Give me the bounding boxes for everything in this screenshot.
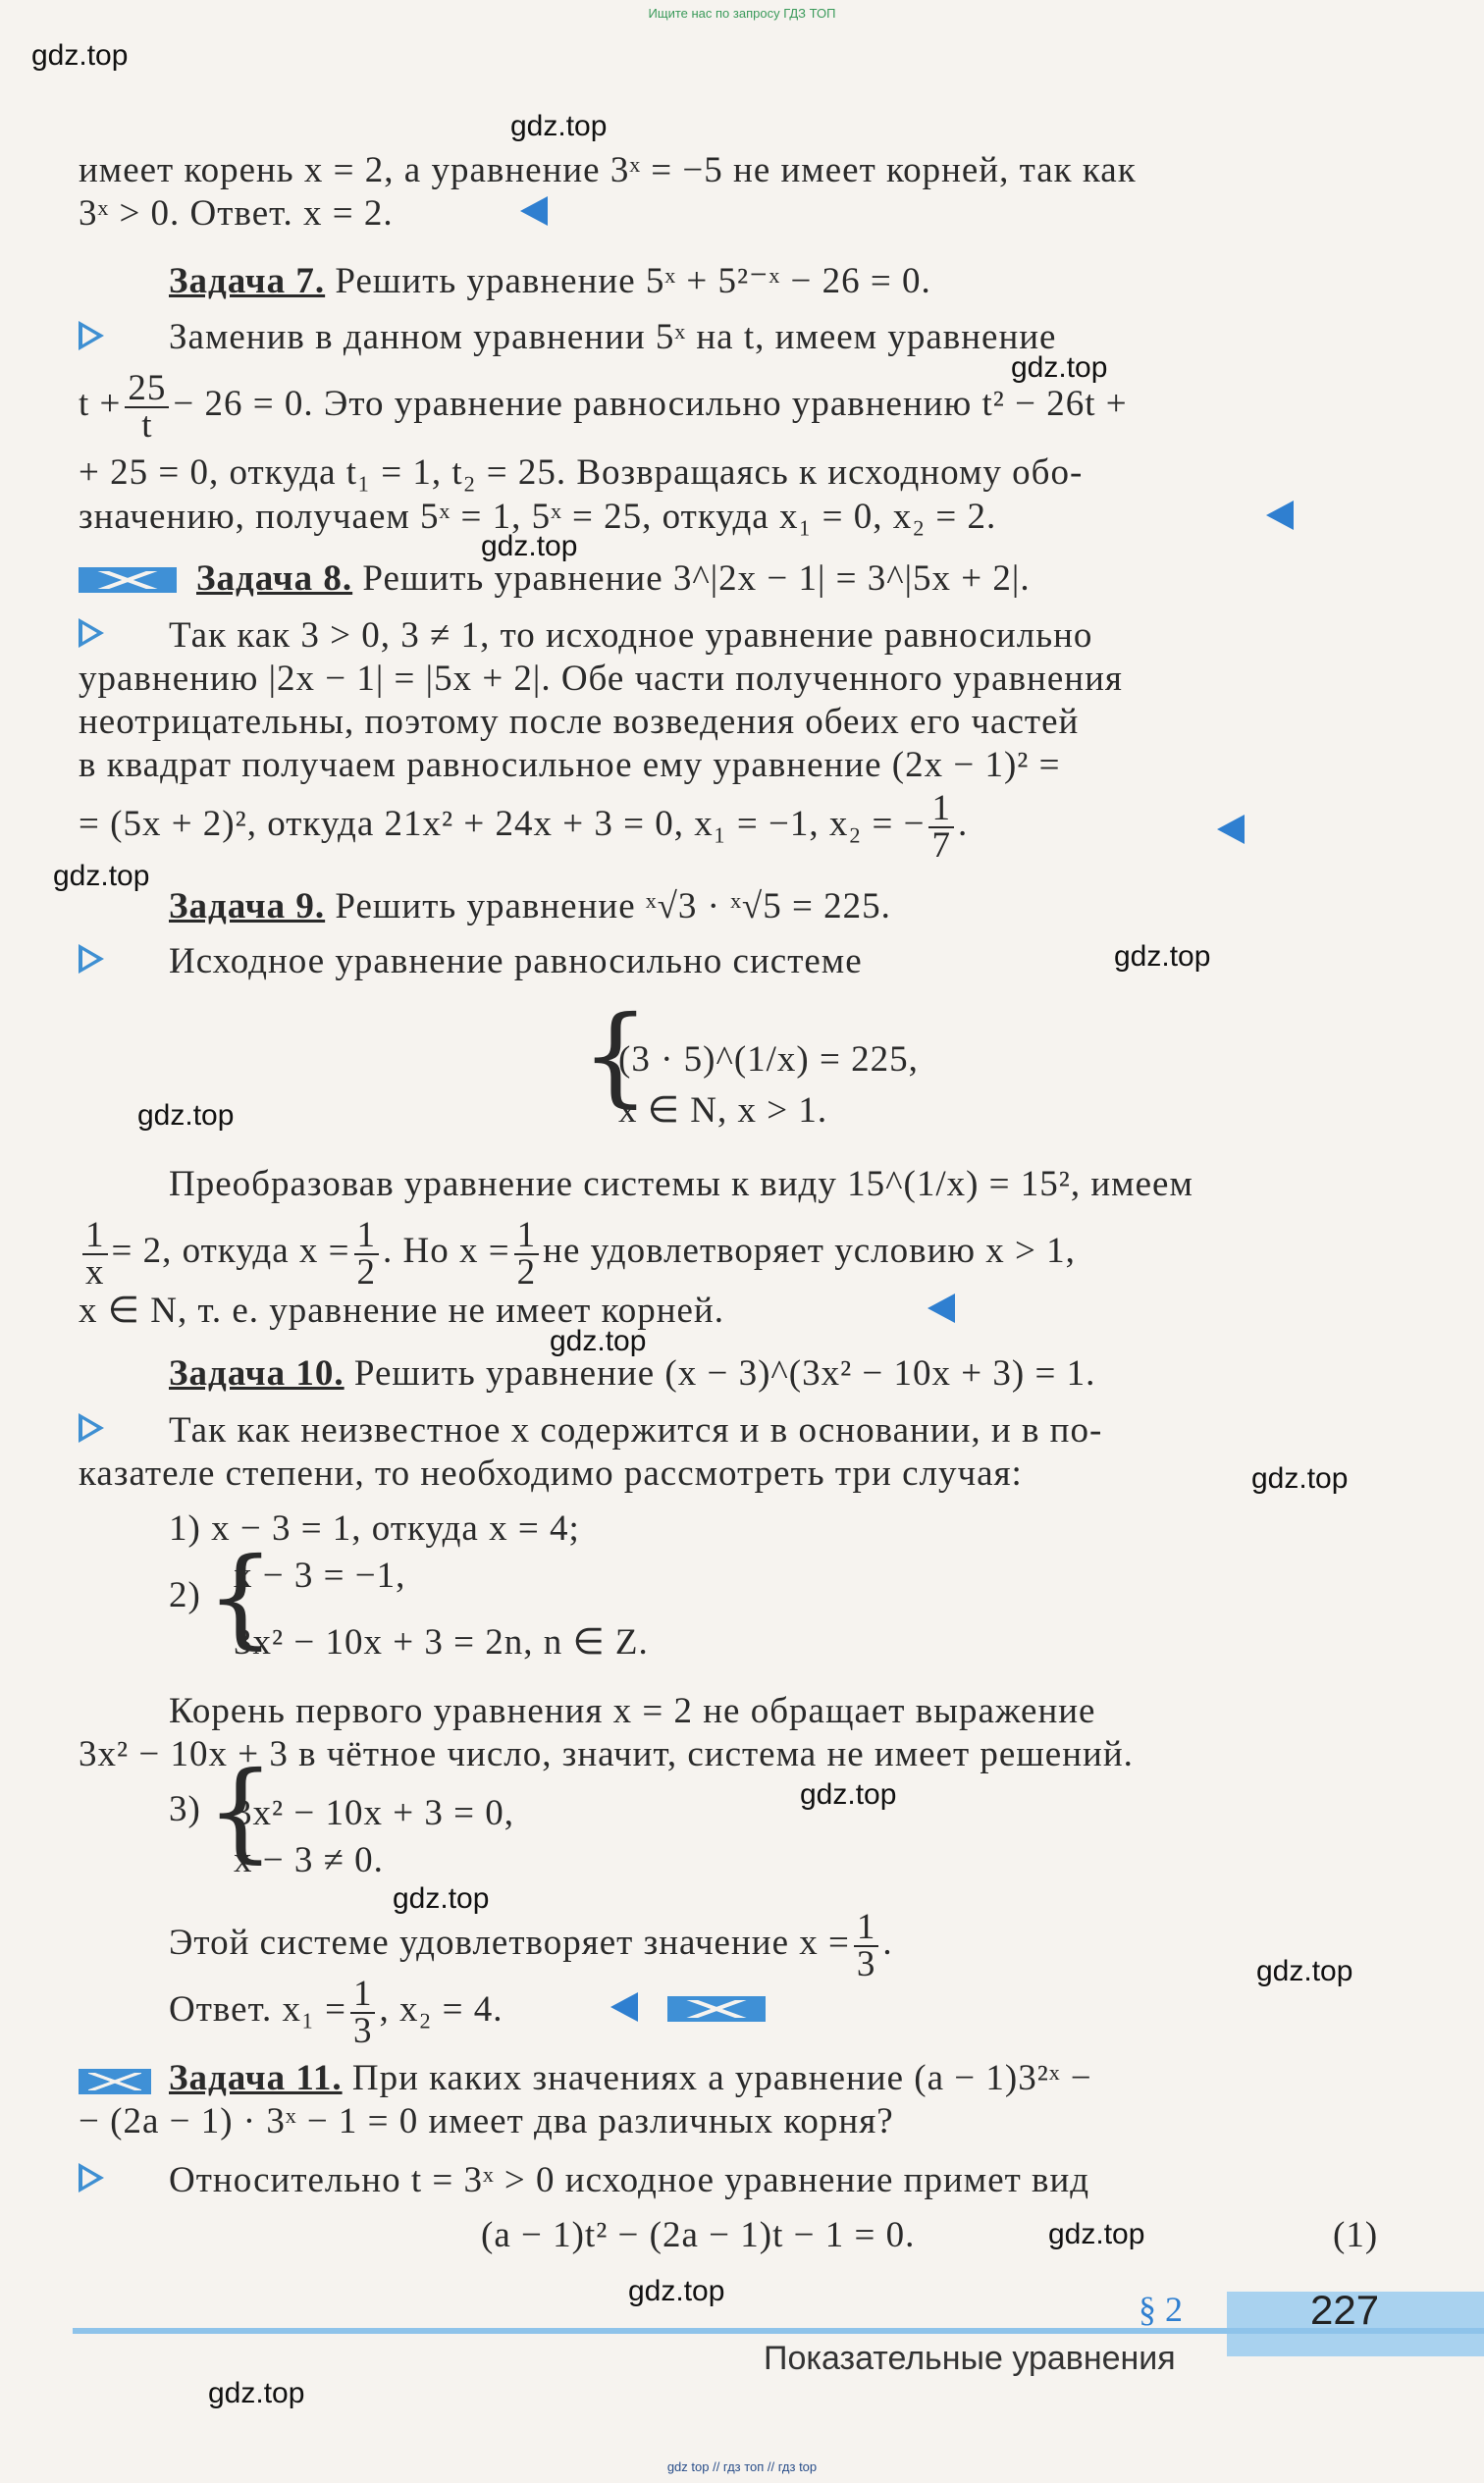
watermark: gdz.top <box>1011 351 1108 384</box>
system-brace: { <box>581 992 650 1118</box>
text-line: Относительно t = 3ˣ > 0 исходное уравнение примет вид <box>169 2160 1090 2200</box>
watermark: gdz.top <box>550 1325 647 1357</box>
text-line: Этой системе удовлетворяет значение x = $\frac{1}{3}$ . <box>169 1906 893 1984</box>
text-line: в квадрат получаем равносильное ему уравнение (2x − 1)² = <box>79 745 1061 785</box>
watermark: gdz.top <box>1048 2218 1145 2250</box>
watermark: gdz.top <box>208 2377 305 2409</box>
task-statement: Решить уравнение ˣ√3 · ˣ√5 = 225. <box>335 886 891 926</box>
solution-marker-icon <box>79 321 104 350</box>
section-number: § 2 <box>1139 2290 1183 2329</box>
system-equation: (3 · 5)^(1/x) = 225, <box>618 1039 919 1080</box>
text-line: Исходное уравнение равносильно системе <box>169 941 863 981</box>
text-line: t + $\frac{25}{t}$ − 26 = 0. Это уравнение равносильно уравнению t² − 26t + <box>79 367 1128 446</box>
system-equation: 3x² − 10x + 3 = 0, <box>234 1793 514 1833</box>
system-brace: { <box>206 1534 275 1660</box>
task-statement: Решить уравнение 3^|2x − 1| = 3^|5x + 2|. <box>362 558 1031 599</box>
chapter-title: Показательные уравнения <box>764 2340 1176 2377</box>
system-brace: { <box>206 1748 275 1874</box>
text-line: 3ˣ > 0. Ответ. x = 2. <box>79 193 394 234</box>
task-statement: Решить уравнение (x − 3)^(3x² − 10x + 3) = 1. <box>353 1353 1096 1394</box>
system-equation: x ∈ N, x > 1. <box>618 1090 828 1131</box>
solution-marker-icon <box>79 618 104 648</box>
text-line: = (5x + 2)², откуда 21x² + 24x + 3 = 0, x₁ = −1, x₂ = − $\frac{1}{7}$ . <box>79 787 969 866</box>
text-line: + 25 = 0, откуда t₁ = 1, t₂ = 25. Возвращаясь к исходному обо- <box>79 452 1084 493</box>
task-9-heading <box>169 885 891 928</box>
watermark: gdz.top <box>1114 940 1211 973</box>
task-label: Задача 10. <box>169 1353 344 1394</box>
difficulty-banner-icon <box>667 1996 766 2022</box>
end-solution-icon <box>928 1294 955 1323</box>
solution-marker-icon <box>79 2163 104 2192</box>
text-line: Так как 3 > 0, 3 ≠ 1, то исходное уравнение равносильно <box>169 615 1093 656</box>
text-line: Корень первого уравнения x = 2 не обращает выражение <box>169 1691 1096 1731</box>
watermark: gdz.top <box>1251 1462 1349 1495</box>
watermark: gdz.top <box>393 1882 490 1915</box>
text-line: казателе степени, то необходимо рассмотреть три случая: <box>79 1453 1023 1494</box>
text-line: 3x² − 10x + 3 в чётное число, значит, система не имеет решений. <box>79 1734 1134 1774</box>
watermark: gdz.top <box>628 2275 725 2307</box>
task-label: Задача 8. <box>196 558 353 599</box>
answer-line: Ответ. x₁ = $\frac{1}{3}$ , x₂ = 4. <box>169 1973 504 2051</box>
text-line: − (2a − 1) · 3ˣ − 1 = 0 имеет два различных корня? <box>79 2101 894 2141</box>
watermark: gdz.top <box>137 1099 235 1132</box>
text-line: значению, получаем 5ˣ = 1, 5ˣ = 25, откуда x₁ = 0, x₂ = 2. <box>79 497 997 537</box>
end-solution-icon <box>610 1992 638 2022</box>
task-statement: Решить уравнение 5ˣ + 5²⁻ˣ − 26 = 0. <box>335 261 931 301</box>
page-number: 227 <box>1310 2287 1380 2333</box>
task-7-heading <box>169 260 931 303</box>
text-line: $\frac{1}{x}$ = 2, откуда x = $\frac{1}{2}$ . Но x = $\frac{1}{2}$ не удовлетворяет условию x > 1, <box>79 1212 1076 1291</box>
text-line: x ∈ N, т. е. уравнение не имеет корней. <box>79 1291 724 1331</box>
watermark: gdz.top <box>53 860 150 892</box>
top-note: Ищите нас по запросу ГДЗ ТОП <box>648 6 836 21</box>
system-equation: x − 3 ≠ 0. <box>234 1840 384 1880</box>
task-label: Задача 11. <box>169 2058 343 2098</box>
case-line: 1) x − 3 = 1, откуда x = 4; <box>169 1508 580 1549</box>
watermark: gdz.top <box>481 530 578 562</box>
system-equation: x − 3 = −1, <box>234 1556 406 1596</box>
bottom-note: gdz top // гдз топ // гдз top <box>666 2459 818 2474</box>
watermark: gdz.top <box>800 1778 897 1811</box>
end-solution-icon <box>1217 815 1245 844</box>
difficulty-banner-icon <box>79 567 177 593</box>
text-line: имеет корень x = 2, а уравнение 3ˣ = −5 не имеет корней, так как <box>79 150 1137 190</box>
watermark: gdz.top <box>510 110 608 142</box>
case-number: 2) <box>169 1575 201 1615</box>
watermark: gdz.top <box>31 39 129 72</box>
system-equation: 3x² − 10x + 3 = 2n, n ∈ Z. <box>234 1622 649 1663</box>
end-solution-icon <box>520 196 548 226</box>
end-solution-icon <box>1266 501 1294 530</box>
footer-rule <box>73 2328 1484 2334</box>
task-label: Задача 9. <box>169 886 326 926</box>
task-statement: При каких значениях a уравнение (a − 1)3²ˣ − <box>351 2058 1092 2098</box>
text-line: Преобразовав уравнение системы к виду 15^(1/x) = 15², имеем <box>169 1164 1193 1204</box>
task-11-heading <box>169 2057 1092 2100</box>
equation: (a − 1)t² − (2a − 1)t − 1 = 0. <box>481 2215 916 2255</box>
text-line: неотрицательны, поэтому после возведения обеих его частей <box>79 702 1080 742</box>
task-8-heading <box>196 557 1031 601</box>
case-number: 3) <box>169 1789 201 1829</box>
solution-marker-icon <box>79 944 104 974</box>
solution-marker-icon <box>79 1413 104 1443</box>
text-line: уравнению |2x − 1| = |5x + 2|. Обе части полученного уравнения <box>79 659 1123 699</box>
watermark: gdz.top <box>1256 1955 1353 1987</box>
difficulty-banner-icon <box>79 2069 151 2094</box>
task-label: Задача 7. <box>169 261 326 301</box>
text-line: Так как неизвестное x содержится и в основании, и в по- <box>169 1410 1103 1451</box>
task-10-heading <box>169 1352 1095 1396</box>
text-line: Заменив в данном уравнении 5ˣ на t, имеем уравнение <box>169 317 1057 357</box>
equation-number: (1) <box>1333 2215 1379 2255</box>
